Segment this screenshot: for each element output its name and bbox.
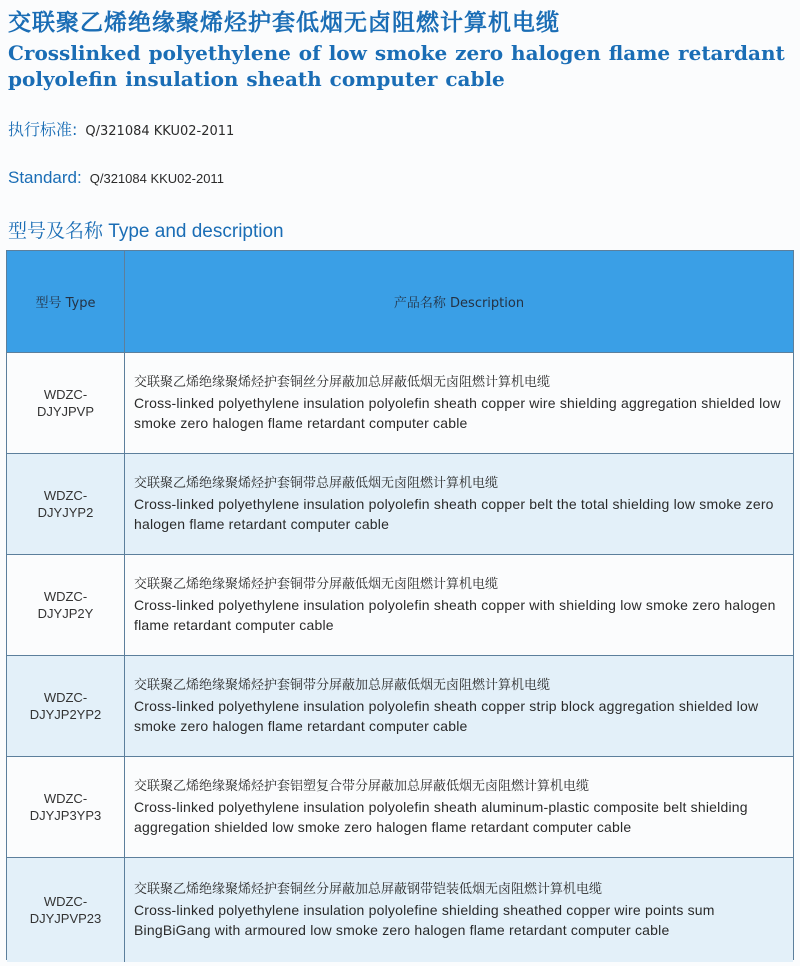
description-cell bbox=[125, 353, 793, 453]
description-cn: 交联聚乙烯绝缘聚烯烃护套铜丝分屏蔽加总屏蔽钢带铠装低烟无卤阻燃计算机电缆 bbox=[134, 882, 603, 897]
standard-cn bbox=[8, 117, 234, 140]
type-cell bbox=[7, 656, 125, 756]
description-en: Cross-linked polyethylene insulation polyolefin sheath copper with shielding low smoke zero halogen flame retardant computer cable bbox=[134, 597, 776, 633]
description-cell bbox=[125, 454, 793, 554]
header-type: 型号 Type bbox=[7, 251, 125, 352]
type-cell bbox=[7, 454, 125, 554]
table-header bbox=[7, 251, 793, 353]
type-cell bbox=[7, 555, 125, 655]
type-code-line2: DJYJPVP bbox=[36, 404, 95, 419]
type-code-line2: DJYJP2Y bbox=[37, 606, 94, 621]
description-en: Cross-linked polyethylene insulation polyolefin sheath copper wire shielding aggregation shielded low smoke zero halogen flame retardant computer cable bbox=[134, 395, 781, 431]
table-row bbox=[7, 656, 793, 757]
type-code-line1: WDZC- bbox=[43, 894, 88, 909]
type-code-line2: DJYJYP2 bbox=[37, 505, 94, 520]
description-en: Cross-linked polyethylene insulation polyolefin sheath aluminum-plastic composite belt shielding aggregation shielded low smoke zero halogen flame retardant computer cable bbox=[134, 799, 748, 835]
description-en: Cross-linked polyethylene insulation polyolefine shielding sheathed copper wire points sum BingBiGang with armoured low smoke zero halogen flame retardant computer cable bbox=[134, 902, 715, 938]
type-code-line1: WDZC- bbox=[43, 589, 88, 604]
type-code-line2: DJYJP2YP2 bbox=[29, 707, 102, 722]
description-cn: 交联聚乙烯绝缘聚烯烃护套铜带分屏蔽加总屏蔽低烟无卤阻燃计算机电缆 bbox=[134, 678, 551, 693]
description-cell bbox=[125, 656, 793, 756]
standard-cn-value: Q/321084 KKU02-2011 bbox=[85, 124, 235, 139]
description-cell bbox=[125, 757, 793, 857]
type-description-table bbox=[6, 250, 794, 960]
table-row bbox=[7, 858, 793, 962]
standard-en-value: Q/321084 KKU02-2011 bbox=[89, 171, 224, 186]
description-en: Cross-linked polyethylene insulation polyolefin sheath copper belt the total shielding low smoke zero halogen flame retardant computer cable bbox=[134, 496, 774, 532]
type-cell bbox=[7, 858, 125, 962]
table-row bbox=[7, 353, 793, 454]
page-title-en: Crosslinked polyethylene of low smoke zero halogen flame retardant polyolefin insulation sheath computer cable bbox=[8, 41, 785, 91]
section-title: 型号及名称 Type and description bbox=[8, 221, 284, 242]
description-cn: 交联聚乙烯绝缘聚烯烃护套铜丝分屏蔽加总屏蔽低烟无卤阻燃计算机电缆 bbox=[134, 375, 551, 390]
type-code-line1: WDZC- bbox=[43, 488, 88, 503]
description-cell bbox=[125, 858, 793, 962]
description-en: Cross-linked polyethylene insulation polyolefin sheath copper strip block aggregation shielded low smoke zero halogen flame retardant computer cable bbox=[134, 698, 759, 734]
type-code-line1: WDZC- bbox=[43, 791, 88, 806]
type-cell bbox=[7, 353, 125, 453]
description-cn: 交联聚乙烯绝缘聚烯烃护套铜带总屏蔽低烟无卤阻燃计算机电缆 bbox=[134, 476, 499, 491]
table-row bbox=[7, 454, 793, 555]
description-cn: 交联聚乙烯绝缘聚烯烃护套铜带分屏蔽低烟无卤阻燃计算机电缆 bbox=[134, 577, 499, 592]
header-description: 产品名称 Description bbox=[393, 296, 525, 311]
description-cn: 交联聚乙烯绝缘聚烯烃护套铝塑复合带分屏蔽加总屏蔽低烟无卤阻燃计算机电缆 bbox=[134, 779, 590, 794]
type-code-line1: WDZC- bbox=[43, 387, 88, 402]
table-row bbox=[7, 757, 793, 858]
table-row bbox=[7, 555, 793, 656]
type-code-line1: WDZC- bbox=[43, 690, 88, 705]
type-code-line2: DJYJPVP23 bbox=[29, 911, 102, 926]
type-cell bbox=[7, 757, 125, 857]
page-title-cn: 交联聚乙烯绝缘聚烯烃护套低烟无卤阻燃计算机电缆 bbox=[8, 9, 560, 36]
description-cell bbox=[125, 555, 793, 655]
standard-en-label: Standard: bbox=[8, 168, 82, 187]
standard-cn-label: 执行标准: bbox=[8, 120, 78, 139]
type-code-line2: DJYJP3YP3 bbox=[29, 808, 102, 823]
standard-en bbox=[8, 168, 224, 188]
